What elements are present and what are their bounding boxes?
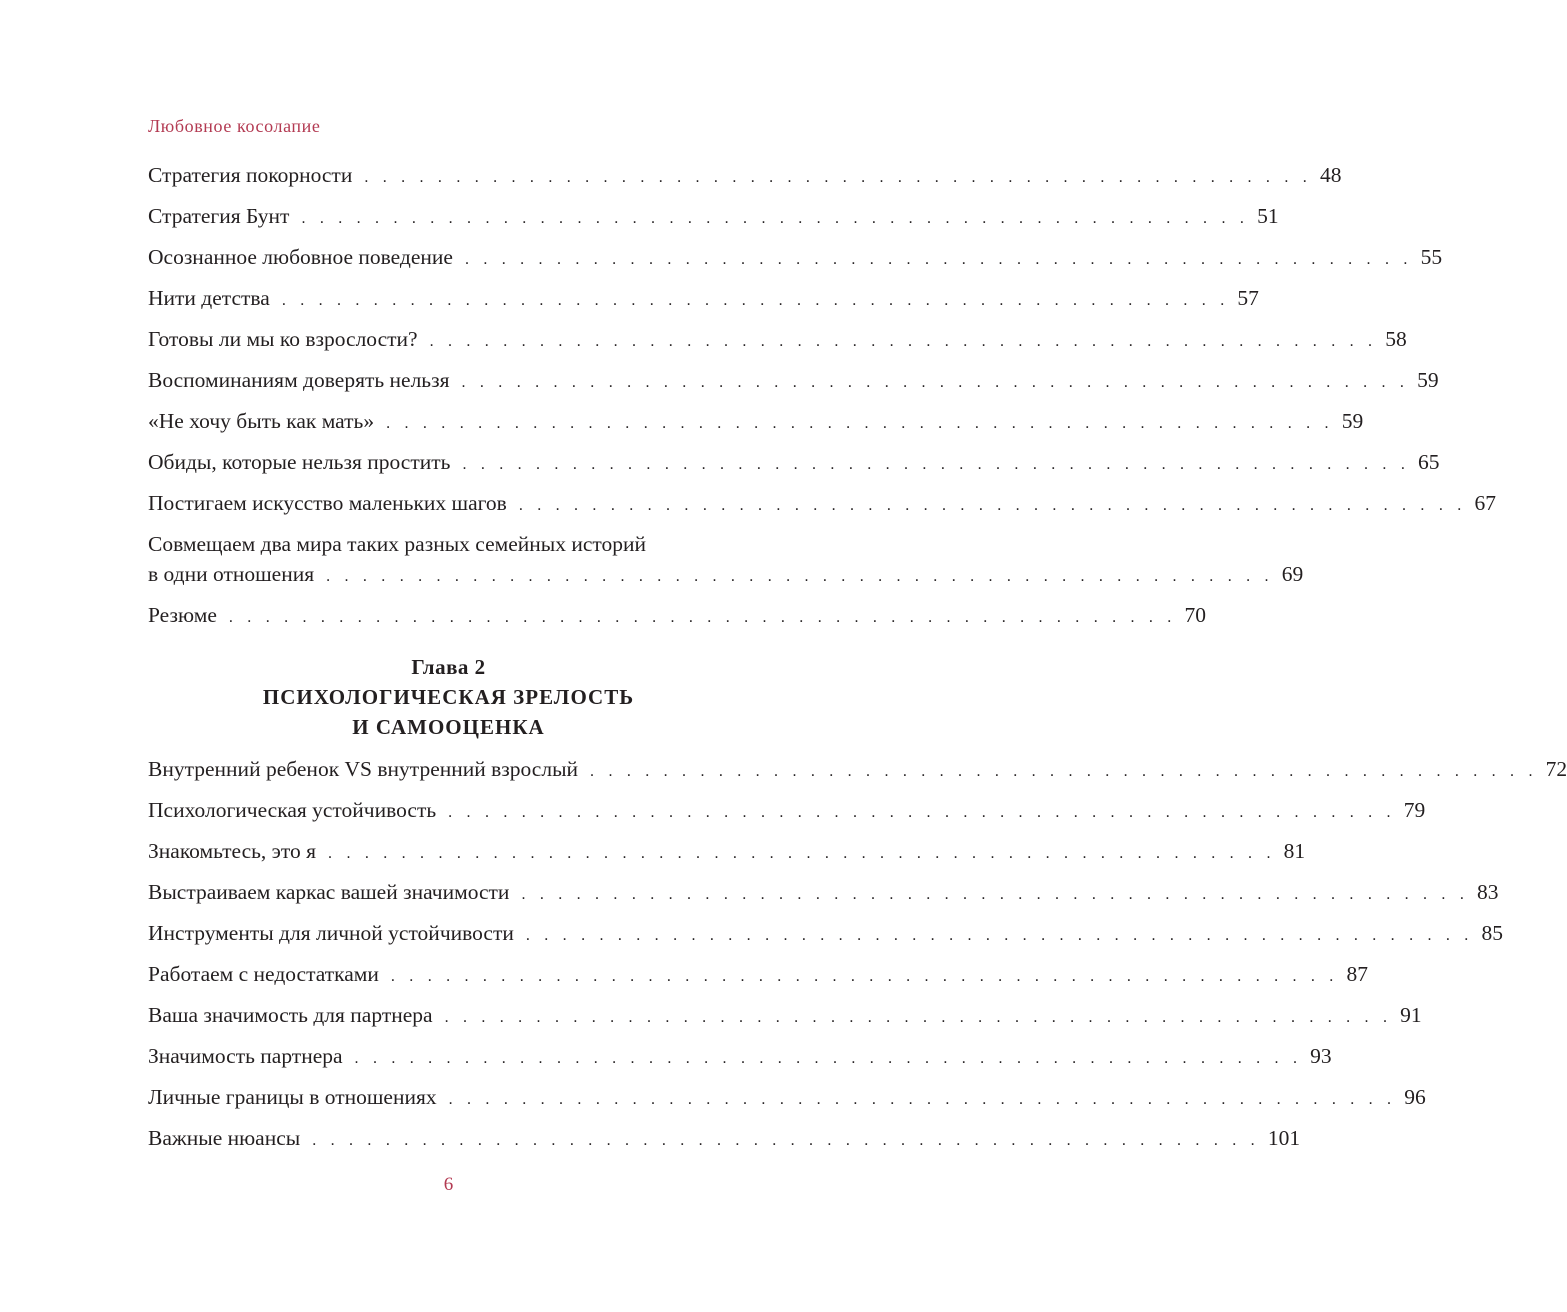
toc-entry[interactable] — [148, 442, 1440, 483]
dot-leader: . . . . . . . . . . . . . . . . . . . . . . . . . . . . . . . . . . . . . . . . . . . . . . . . . . . . — [386, 415, 1334, 432]
dot-leader: . . . . . . . . . . . . . . . . . . . . . . . . . . . . . . . . . . . . . . . . . . . . . . . . . . . . — [518, 497, 1467, 514]
dot-leader: . . . . . . . . . . . . . . . . . . . . . . . . . . . . . . . . . . . . . . . . . . . . . . . . . . . . — [448, 1091, 1397, 1108]
toc-entry-title: Стратегия Бунт — [148, 204, 290, 228]
toc-entry-line2 — [148, 559, 1304, 595]
toc-entry[interactable] — [148, 1118, 1301, 1159]
toc-entry[interactable] — [148, 483, 1496, 524]
toc-entry-page: 79 — [1403, 798, 1426, 822]
toc-entry-title: Знакомьтесь, это я — [148, 839, 317, 863]
toc-entry-page: 58 — [1385, 327, 1407, 351]
toc-entry-title: Инструменты для личной устойчивости — [148, 921, 514, 945]
toc-entry[interactable] — [148, 872, 1499, 913]
toc-entry-title: Значимость партнера — [148, 1044, 343, 1068]
toc-entry-title: Внутренний ребенок VS внутренний взрослый — [148, 757, 579, 781]
toc-entry-page: 55 — [1420, 245, 1443, 269]
toc-entry-title-line2: в одни отношения — [148, 562, 315, 586]
dot-leader: . . . . . . . . . . . . . . . . . . . . . . . . . . . . . . . . . . . . . . . . . . . . . . . . . . . . — [464, 251, 1413, 268]
dot-leader: . . . . . . . . . . . . . . . . . . . . . . . . . . . . . . . . . . . . . . . . . . . . . . . . . . . . — [590, 763, 1538, 780]
toc-entry-page: 69 — [1281, 562, 1304, 586]
dot-leader: . . . . . . . . . . . . . . . . . . . . . . . . . . . . . . . . . . . . . . . . . . . . . . . . . . . . — [462, 456, 1411, 473]
toc-entry-page: 81 — [1283, 839, 1306, 863]
dot-leader: . . . . . . . . . . . . . . . . . . . . . . . . . . . . . . . . . . . . . . . . . . . . . . . . . . . . — [448, 804, 1396, 821]
dot-leader: . . . . . . . . . . . . . . . . . . . . . . . . . . . . . . . . . . . . . . . . . . . . . . . . . . . . — [281, 292, 1230, 309]
chapter-title-line2: И САМООЦЕНКА — [352, 715, 545, 739]
toc-entry-page: 101 — [1267, 1126, 1301, 1150]
toc-entry-title: Постигаем искусство маленьких шагов — [148, 491, 507, 515]
toc-entry-page: 65 — [1418, 450, 1440, 474]
toc-entry[interactable] — [148, 1077, 1426, 1118]
toc-entry-title: Ваша значимость для партнера — [148, 1003, 433, 1027]
chapter-title-line1: ПСИХОЛОГИЧЕСКАЯ ЗРЕЛОСТЬ — [262, 685, 635, 709]
dot-leader: . . . . . . . . . . . . . . . . . . . . . . . . . . . . . . . . . . . . . . . . . . . . . . . . . . . . — [312, 1132, 1260, 1149]
toc-entry-page: 93 — [1310, 1044, 1332, 1068]
toc-entry-page: 70 — [1184, 603, 1207, 627]
toc-entry-page: 59 — [1417, 368, 1439, 392]
toc-entry-page: 48 — [1319, 163, 1342, 187]
dot-leader: . . . . . . . . . . . . . . . . . . . . . . . . . . . . . . . . . . . . . . . . . . . . . . . . . . . . — [301, 210, 1250, 227]
toc-entry[interactable] — [148, 360, 1439, 401]
toc-section-1 — [148, 155, 1496, 636]
toc-entry[interactable] — [148, 749, 1567, 790]
toc-entry-page: 57 — [1237, 286, 1259, 310]
dot-leader: . . . . . . . . . . . . . . . . . . . . . . . . . . . . . . . . . . . . . . . . . . . . . . . . . . . . — [461, 374, 1410, 391]
toc-entry-title: Готовы ли мы ко взрослости? — [148, 327, 418, 351]
dot-leader: . . . . . . . . . . . . . . . . . . . . . . . . . . . . . . . . . . . . . . . . . . . . . . . . . . . . — [228, 609, 1177, 626]
toc-entry[interactable] — [148, 278, 1259, 319]
toc-entry-title: Психологическая устойчивость — [148, 798, 437, 822]
toc-entry-title: «Не хочу быть как мать» — [148, 409, 375, 433]
toc-entry-page: 51 — [1257, 204, 1279, 228]
toc-section-2 — [148, 749, 1567, 1159]
toc-entry-title: Воспоминаниям доверять нельзя — [148, 368, 450, 392]
toc-entry-title: Стратегия покорности — [148, 163, 353, 187]
toc-entry[interactable] — [148, 954, 1369, 995]
dot-leader: . . . . . . . . . . . . . . . . . . . . . . . . . . . . . . . . . . . . . . . . . . . . . . . . . . . . — [390, 968, 1339, 985]
toc-entry-title: Обиды, которые нельзя простить — [148, 450, 451, 474]
toc-entry-page: 96 — [1404, 1085, 1426, 1109]
toc-entry[interactable] — [148, 196, 1279, 237]
chapter-label: Глава 2 — [411, 655, 486, 679]
toc-entry[interactable] — [148, 595, 1207, 636]
toc-entry-page: 83 — [1477, 880, 1499, 904]
dot-leader: . . . . . . . . . . . . . . . . . . . . . . . . . . . . . . . . . . . . . . . . . . . . . . . . . . . . — [525, 927, 1474, 944]
toc-entry[interactable] — [148, 155, 1342, 196]
toc-entry-title: Нити детства — [148, 286, 270, 310]
toc-entry-page: 67 — [1474, 491, 1496, 515]
toc-entry[interactable] — [148, 790, 1426, 831]
toc-entry[interactable] — [148, 401, 1364, 442]
running-head: Любовное косолапие — [148, 116, 321, 136]
toc-entry-multiline[interactable] — [148, 529, 1304, 595]
dot-leader: . . . . . . . . . . . . . . . . . . . . . . . . . . . . . . . . . . . . . . . . . . . . . . . . . . . . — [521, 886, 1470, 903]
toc-entry-title: Выстраиваем каркас вашей значимости — [148, 880, 510, 904]
chapter-heading — [148, 652, 749, 742]
toc-entry-page: 72 — [1545, 757, 1567, 781]
toc-entry-title: Осознанное любовное поведение — [148, 245, 453, 269]
toc-entry-page: 87 — [1346, 962, 1369, 986]
toc-entry[interactable] — [148, 995, 1422, 1036]
toc-entry[interactable] — [148, 831, 1306, 872]
toc-entry-title: Личные границы в отношениях — [148, 1085, 437, 1109]
dot-leader: . . . . . . . . . . . . . . . . . . . . . . . . . . . . . . . . . . . . . . . . . . . . . . . . . . . . — [354, 1050, 1303, 1067]
dot-leader: . . . . . . . . . . . . . . . . . . . . . . . . . . . . . . . . . . . . . . . . . . . . . . . . . . . . — [328, 845, 1276, 862]
toc-entry-title: Работаем с недостатками — [148, 962, 379, 986]
dot-leader: . . . . . . . . . . . . . . . . . . . . . . . . . . . . . . . . . . . . . . . . . . . . . . . . . . . . — [364, 169, 1312, 186]
toc-entry-title: Важные нюансы — [148, 1126, 301, 1150]
toc-entry-title: Резюме — [148, 603, 217, 627]
toc-entry-title-line1: Совмещаем два мира таких разных семейных историй — [148, 532, 647, 556]
dot-leader: . . . . . . . . . . . . . . . . . . . . . . . . . . . . . . . . . . . . . . . . . . . . . . . . . . . . — [429, 333, 1378, 350]
toc-entry-page: 91 — [1400, 1003, 1422, 1027]
toc-entry[interactable] — [148, 319, 1407, 360]
dot-leader: . . . . . . . . . . . . . . . . . . . . . . . . . . . . . . . . . . . . . . . . . . . . . . . . . . . . — [444, 1009, 1393, 1026]
toc-entry-page: 59 — [1341, 409, 1364, 433]
dot-leader: . . . . . . . . . . . . . . . . . . . . . . . . . . . . . . . . . . . . . . . . . . . . . . . . . . . . — [326, 568, 1274, 585]
toc-entry[interactable] — [148, 237, 1443, 278]
toc-entry-page: 85 — [1481, 921, 1503, 945]
toc-entry[interactable] — [148, 1036, 1332, 1077]
page-number: 6 — [443, 1174, 454, 1195]
toc-entry[interactable] — [148, 913, 1503, 954]
